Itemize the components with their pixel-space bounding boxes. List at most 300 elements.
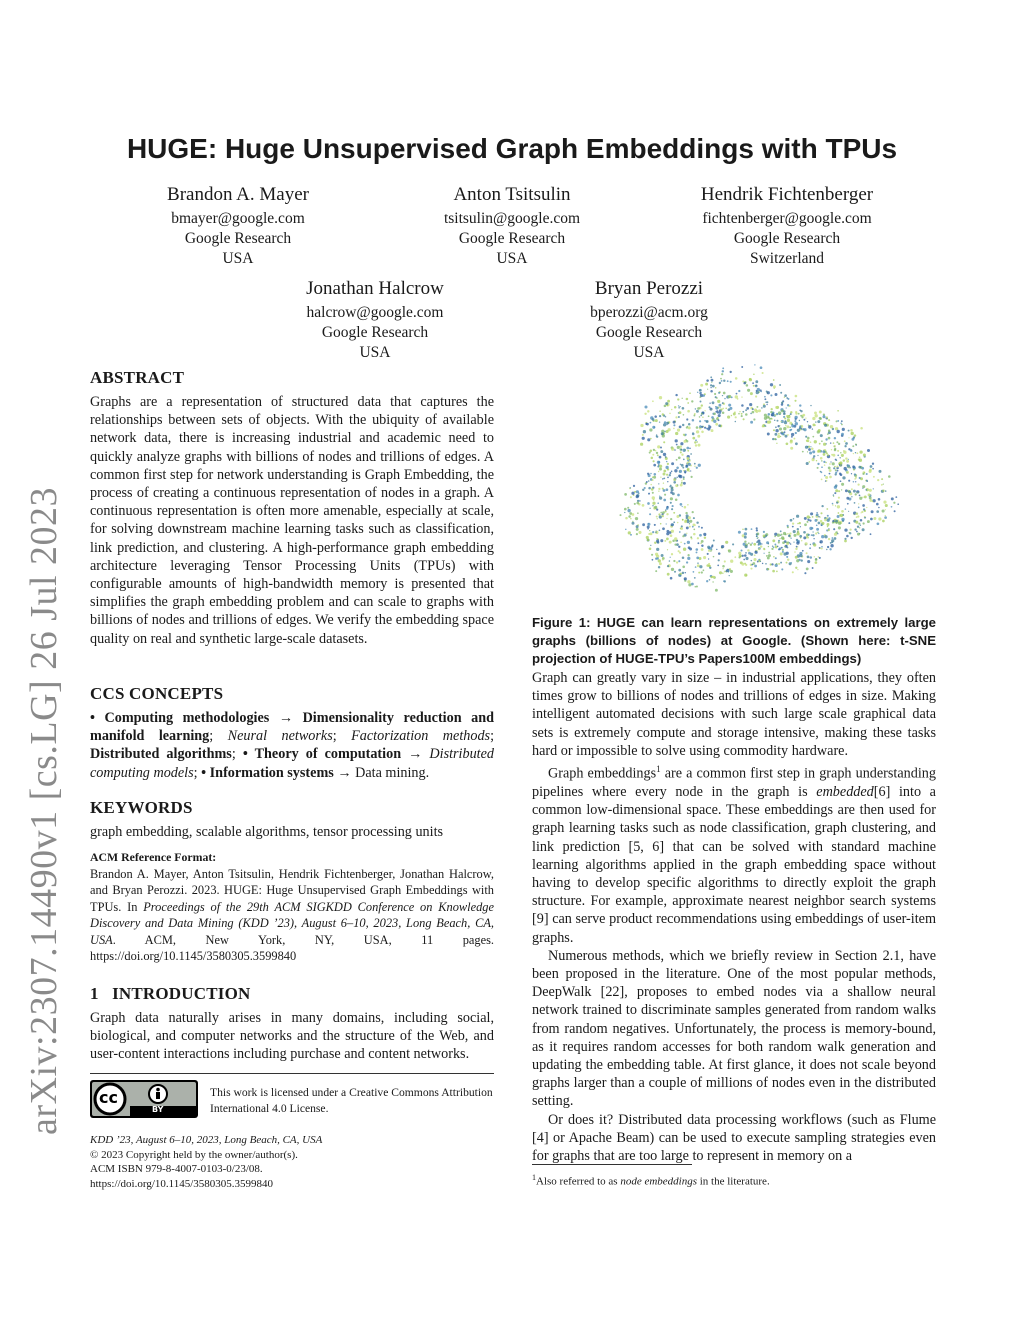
tsne-point	[843, 459, 845, 461]
tsne-point	[709, 567, 711, 569]
tsne-point	[696, 557, 699, 560]
tsne-point	[804, 572, 806, 574]
tsne-point	[851, 438, 854, 441]
tsne-point	[722, 395, 723, 396]
tsne-point	[793, 530, 796, 533]
tsne-point	[869, 496, 872, 499]
tsne-point	[767, 557, 770, 560]
tsne-point	[791, 424, 794, 427]
tsne-point	[722, 412, 725, 415]
tsne-point	[663, 499, 666, 502]
tsne-point	[749, 378, 752, 381]
tsne-point	[781, 536, 784, 539]
tsne-point	[853, 490, 856, 493]
tsne-point	[686, 514, 689, 517]
tsne-point	[713, 540, 715, 542]
abstract-text: Graphs are a representation of structured data that captures the relationships between sets of objects. With the ubiquity of available network data, there is increasing industrial and academic need to quickly analyze graphs with billions of nodes and trillions of edges. A common first step for network understanding is Graph Embedding, the process of creating a continuous representation of nodes in a graph. A continuous representation is often more amenable, especially at scale, for solving downstream machine learning tasks such as classification, link prediction, and clustering. A high-performance graph embedding architecture leveraging Tensor Processing Units (TPUs) with configurable amounts of high-bandwidth memory is presented that simplifies the graph embedding problem and can scale to graphs with billions of nodes and trillions of edges. We verify the embedding space quality on real and synthetic large-scale datasets.	[90, 394, 494, 647]
tsne-point	[802, 550, 804, 552]
tsne-point	[713, 556, 715, 558]
tsne-point	[824, 535, 827, 538]
tsne-point	[709, 579, 711, 581]
tsne-point	[873, 476, 875, 478]
tsne-point	[644, 413, 646, 415]
tsne-point	[808, 534, 810, 536]
tsne-point	[793, 534, 796, 537]
tsne-point	[848, 490, 851, 493]
tsne-point	[853, 453, 854, 454]
tsne-point	[862, 473, 864, 475]
tsne-point	[699, 420, 701, 422]
tsne-point	[682, 407, 685, 410]
tsne-point	[701, 404, 703, 406]
tsne-point	[719, 407, 720, 408]
tsne-point	[790, 519, 793, 522]
tsne-point	[817, 532, 819, 534]
tsne-point	[741, 563, 744, 566]
text-run: Graph embeddings	[548, 765, 657, 782]
tsne-point	[677, 429, 680, 432]
tsne-point	[814, 519, 817, 522]
tsne-point	[814, 411, 817, 414]
tsne-point	[712, 401, 715, 404]
tsne-point	[691, 400, 693, 402]
tsne-point	[819, 548, 820, 549]
ccs-item: • Computing methodologies	[90, 710, 270, 726]
tsne-point	[723, 580, 725, 582]
tsne-point	[810, 556, 813, 559]
author-block	[662, 183, 912, 269]
tsne-point	[752, 542, 753, 543]
tsne-point	[648, 493, 650, 495]
tsne-point	[734, 556, 736, 558]
tsne-point	[885, 509, 886, 510]
tsne-point	[671, 470, 673, 472]
tsne-point	[851, 488, 853, 490]
tsne-point	[647, 523, 650, 526]
tsne-point	[828, 430, 830, 432]
tsne-point	[753, 385, 755, 387]
tsne-point	[768, 546, 769, 547]
tsne-point	[658, 490, 659, 491]
tsne-point	[689, 520, 692, 523]
tsne-point	[644, 487, 646, 489]
tsne-point	[836, 420, 838, 422]
tsne-point	[870, 518, 873, 521]
tsne-point	[811, 527, 813, 529]
tsne-point	[840, 465, 841, 466]
tsne-point	[876, 510, 879, 513]
tsne-point	[652, 418, 655, 421]
tsne-point	[637, 512, 639, 514]
tsne-point	[654, 473, 657, 476]
tsne-point	[827, 454, 829, 456]
tsne-point	[686, 418, 688, 420]
tsne-point	[858, 507, 860, 509]
tsne-point	[684, 577, 687, 580]
tsne-point	[797, 528, 799, 530]
tsne-point	[812, 567, 814, 569]
text-run: are a common first step in graph understanding pipelines where every node in the graph is	[532, 765, 936, 800]
tsne-points	[619, 364, 899, 591]
tsne-point	[642, 437, 645, 440]
tsne-point	[820, 520, 823, 523]
tsne-point	[772, 539, 775, 542]
tsne-point	[773, 429, 775, 431]
tsne-point	[698, 464, 701, 467]
tsne-point	[809, 517, 811, 519]
tsne-point	[655, 531, 657, 533]
tsne-point	[690, 476, 692, 478]
tsne-point	[854, 478, 856, 480]
tsne-point	[697, 435, 700, 438]
tsne-point	[826, 443, 827, 444]
tsne-point	[630, 534, 632, 536]
tsne-point	[694, 577, 696, 579]
tsne-point	[758, 409, 761, 412]
tsne-point	[702, 394, 705, 397]
author-name: Jonathan Halcrow	[306, 278, 444, 299]
tsne-point	[675, 432, 678, 435]
tsne-point	[783, 427, 786, 430]
tsne-point	[834, 466, 836, 468]
figure-caption: Figure 1: HUGE can learn representations on extremely large graphs (billions of nodes) at Google. (Shown here: t-SNE projection of HUGE-TPU’s Papers100M embeddings)	[532, 615, 936, 667]
tsne-point	[776, 443, 777, 444]
tsne-point	[724, 560, 726, 562]
ccs-item: • Theory of computation	[242, 746, 402, 763]
tsne-point	[687, 519, 689, 521]
tsne-point	[709, 565, 711, 567]
tsne-point	[676, 476, 678, 478]
author-email[interactable]: bperozzi@acm.org	[590, 304, 708, 321]
tsne-point	[758, 548, 760, 550]
tsne-point	[670, 557, 671, 558]
tsne-point	[671, 447, 674, 450]
acm-ref-tail: . ACM, New York, NY, USA, 11 pages. https://doi.org/10.1145/3580305.3599840	[90, 932, 494, 964]
tsne-point	[667, 463, 669, 465]
tsne-point	[688, 470, 690, 472]
tsne-point	[834, 449, 837, 452]
tsne-point	[624, 508, 627, 511]
tsne-point	[794, 400, 796, 402]
tsne-point	[805, 446, 808, 449]
tsne-point	[669, 413, 670, 414]
tsne-point	[838, 526, 841, 529]
tsne-point	[787, 415, 790, 418]
tsne-point	[658, 566, 660, 568]
tsne-point	[659, 415, 661, 417]
tsne-point	[652, 559, 654, 561]
tsne-point	[784, 417, 786, 419]
tsne-point	[681, 482, 683, 484]
tsne-point	[807, 421, 808, 422]
footnote-marker[interactable]: 1	[656, 764, 661, 775]
tsne-point	[663, 478, 665, 480]
tsne-point	[844, 440, 846, 442]
tsne-point	[659, 495, 660, 496]
footer-conference: KDD ’23, August 6–10, 2023, Long Beach, CA, USA	[90, 1134, 323, 1146]
tsne-point	[753, 558, 756, 561]
tsne-point	[857, 452, 859, 454]
tsne-point	[663, 482, 664, 483]
tsne-point	[815, 414, 818, 417]
tsne-point	[795, 548, 797, 550]
tsne-point	[837, 450, 839, 452]
tsne-point	[793, 518, 795, 520]
tsne-point	[660, 447, 662, 449]
tsne-point	[701, 527, 703, 529]
tsne-point	[789, 562, 792, 565]
tsne-point	[706, 564, 709, 567]
tsne-point	[824, 475, 826, 477]
tsne-point	[762, 563, 764, 565]
tsne-point	[786, 425, 789, 428]
tsne-point	[695, 566, 697, 568]
keywords-text: graph embedding, scalable algorithms, tensor processing units	[90, 824, 444, 840]
tsne-point	[823, 453, 826, 456]
tsne-point	[682, 506, 683, 507]
tsne-point	[670, 485, 672, 487]
tsne-point	[808, 537, 809, 538]
tsne-point	[891, 497, 894, 500]
tsne-point	[862, 528, 865, 531]
tsne-point	[818, 533, 819, 534]
tsne-point	[745, 557, 748, 560]
tsne-point	[658, 464, 660, 466]
tsne-point	[864, 516, 866, 518]
tsne-point	[721, 545, 724, 548]
tsne-point	[689, 460, 691, 462]
author-email[interactable]: fichtenberger@google.com	[702, 210, 872, 227]
tsne-point	[649, 428, 652, 431]
tsne-point	[689, 523, 690, 524]
tsne-point	[671, 553, 673, 555]
tsne-point	[728, 395, 731, 398]
tsne-point	[703, 533, 706, 536]
tsne-point	[829, 473, 831, 475]
tsne-point	[787, 533, 789, 535]
tsne-point	[693, 529, 695, 531]
author-email[interactable]: halcrow@google.com	[306, 304, 444, 321]
tsne-point	[836, 460, 837, 461]
tsne-point	[662, 511, 665, 514]
tsne-point	[713, 413, 716, 416]
tsne-point	[780, 392, 782, 394]
tsne-point	[844, 528, 847, 531]
tsne-point	[806, 439, 809, 442]
tsne-point	[866, 473, 868, 475]
tsne-point	[717, 411, 719, 413]
tsne-point	[701, 413, 703, 415]
tsne-point	[686, 533, 687, 534]
tsne-point	[700, 401, 702, 403]
tsne-point	[882, 490, 884, 492]
tsne-point	[711, 416, 714, 419]
tsne-point	[666, 523, 667, 524]
tsne-point	[728, 549, 731, 552]
tsne-point	[663, 473, 666, 476]
tsne-point	[809, 452, 812, 455]
tsne-point	[816, 512, 817, 513]
tsne-point	[703, 556, 706, 559]
emphasis: embedded	[816, 783, 874, 800]
tsne-point	[839, 457, 840, 458]
tsne-point	[696, 551, 698, 553]
tsne-point	[693, 415, 695, 417]
tsne-point	[860, 519, 863, 522]
author-email[interactable]: bmayer@google.com	[171, 210, 305, 227]
tsne-point	[673, 560, 675, 562]
tsne-point	[666, 513, 668, 515]
tsne-point	[767, 433, 770, 436]
license-divider	[90, 1073, 494, 1074]
tsne-point	[830, 425, 833, 428]
tsne-point	[787, 541, 789, 543]
tsne-point	[782, 541, 785, 544]
tsne-point	[721, 373, 723, 375]
tsne-point	[810, 405, 811, 406]
tsne-point	[753, 543, 756, 546]
tsne-point	[787, 404, 789, 406]
author-block	[539, 277, 759, 363]
tsne-point	[715, 589, 718, 592]
author-email[interactable]: tsitsulin@google.com	[443, 210, 581, 227]
tsne-point	[718, 552, 721, 555]
tsne-point	[725, 408, 727, 410]
tsne-point	[790, 413, 792, 415]
tsne-point	[671, 568, 674, 571]
tsne-point	[827, 433, 829, 435]
tsne-point	[712, 581, 713, 582]
tsne-point	[658, 513, 660, 515]
tsne-point	[885, 515, 886, 516]
tsne-point	[653, 464, 656, 467]
tsne-point	[828, 437, 831, 440]
tsne-point	[854, 502, 856, 504]
tsne-point	[869, 470, 872, 473]
tsne-point	[750, 421, 753, 424]
tsne-point	[809, 547, 811, 549]
tsne-point	[649, 508, 650, 509]
tsne-point	[630, 518, 631, 519]
tsne-point	[642, 523, 645, 526]
tsne-point	[847, 503, 849, 505]
tsne-point	[829, 476, 832, 479]
tsne-point	[812, 516, 814, 518]
tsne-point	[743, 418, 745, 420]
tsne-point	[643, 430, 646, 433]
footer-doi[interactable]: https://doi.org/10.1145/3580305.3599840	[90, 1177, 274, 1190]
acm-ref-text	[90, 866, 494, 964]
tsne-point	[809, 520, 811, 522]
paragraph: Graph can greatly vary in size – in industrial applications, they often times grow to billions of nodes and trillions of edges in size. Making intelligent automated decisions with such large scale graphical data sets is extremely compute and storage intensive, making these tasks hard or impossible to solve using commodity hardware.	[532, 670, 936, 759]
tsne-point	[814, 440, 817, 443]
tsne-point	[777, 534, 780, 537]
tsne-point	[774, 536, 776, 538]
tsne-point	[656, 436, 657, 437]
tsne-point	[754, 554, 756, 556]
tsne-point	[719, 382, 721, 384]
tsne-point	[694, 441, 696, 443]
tsne-point	[793, 438, 795, 440]
tsne-point	[748, 552, 751, 555]
tsne-point	[770, 418, 772, 420]
tsne-point	[666, 461, 668, 463]
ccs-arrow: →	[408, 746, 423, 763]
tsne-point	[823, 461, 825, 463]
tsne-point	[882, 520, 885, 523]
tsne-point	[696, 521, 698, 523]
tsne-point	[827, 515, 829, 517]
tsne-point	[775, 545, 778, 548]
tsne-point	[708, 550, 710, 552]
footnote-emphasis: node embeddings	[620, 1175, 697, 1188]
tsne-point	[683, 476, 685, 478]
tsne-point	[775, 426, 777, 428]
tsne-point	[781, 421, 782, 422]
tsne-point	[675, 498, 678, 501]
tsne-point	[800, 554, 803, 557]
tsne-point	[807, 451, 808, 452]
tsne-point	[740, 549, 742, 551]
tsne-point	[756, 406, 758, 408]
tsne-point	[692, 433, 695, 436]
tsne-point	[686, 447, 689, 450]
tsne-point	[628, 515, 631, 518]
tsne-point	[649, 530, 650, 531]
tsne-point	[846, 472, 847, 473]
tsne-point	[684, 543, 686, 545]
tsne-point	[845, 489, 848, 492]
ccs-item: Neural networks	[227, 728, 333, 745]
tsne-point	[809, 461, 811, 463]
tsne-point	[674, 537, 677, 540]
tsne-point	[767, 421, 770, 424]
tsne-point	[834, 437, 836, 439]
tsne-point	[672, 505, 674, 507]
tsne-point	[830, 544, 833, 547]
tsne-point	[640, 443, 643, 446]
tsne-point	[678, 456, 681, 459]
tsne-point	[821, 460, 823, 462]
tsne-point	[679, 531, 681, 533]
tsne-point	[775, 429, 778, 432]
tsne-point	[624, 512, 625, 513]
tsne-point	[878, 517, 881, 520]
tsne-point	[751, 564, 753, 566]
tsne-point	[647, 525, 650, 528]
tsne-point	[856, 516, 858, 518]
tsne-point	[728, 408, 731, 411]
tsne-point	[828, 419, 830, 421]
tsne-point	[673, 512, 675, 514]
tsne-point	[753, 373, 755, 375]
tsne-point	[748, 542, 750, 544]
tsne-point	[695, 439, 697, 441]
tsne-point	[722, 408, 724, 410]
tsne-point	[861, 511, 863, 513]
tsne-point	[711, 379, 714, 382]
tsne-point	[696, 430, 699, 433]
tsne-point	[775, 393, 778, 396]
tsne-point	[751, 560, 752, 561]
tsne-point	[645, 423, 647, 425]
tsne-point	[773, 546, 775, 548]
tsne-point	[693, 533, 696, 536]
tsne-point	[666, 518, 667, 519]
tsne-point	[825, 438, 827, 440]
tsne-point	[675, 416, 677, 418]
tsne-point	[810, 446, 811, 447]
